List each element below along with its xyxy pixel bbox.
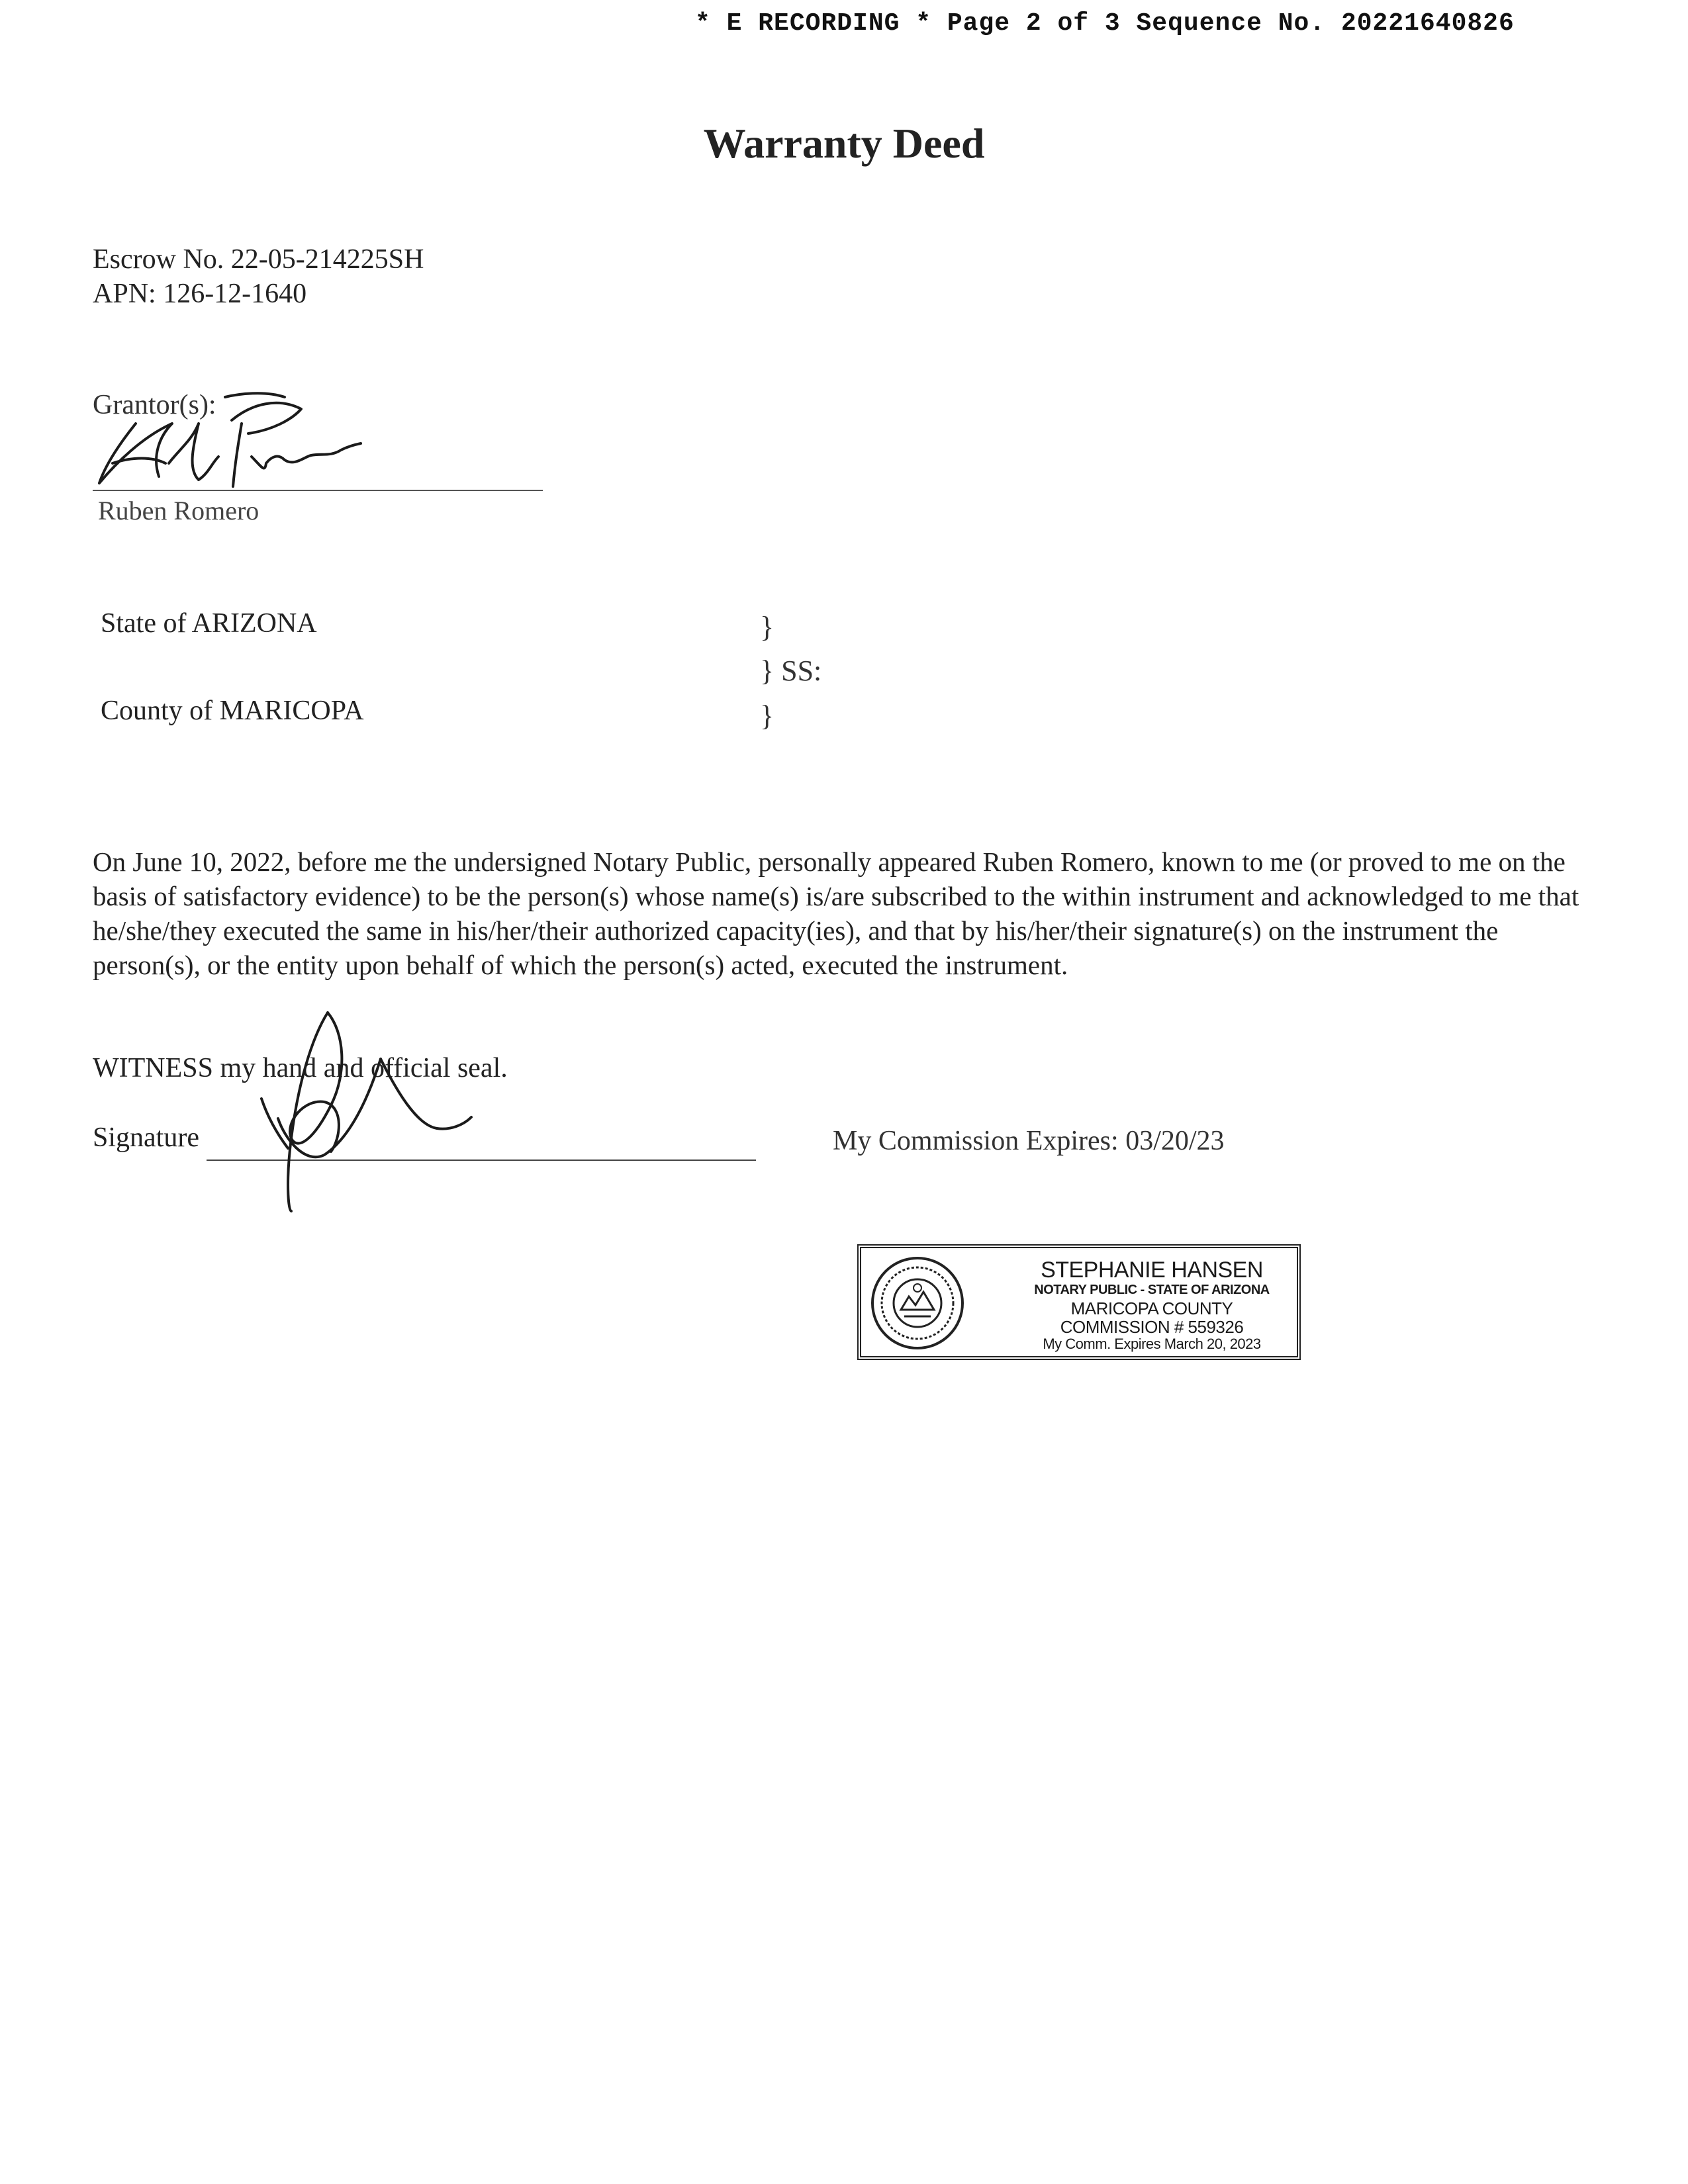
grantor-name: Ruben Romero [98, 496, 259, 525]
venue-brace-top: } [760, 611, 774, 643]
stamp-notary-name: STEPHANIE HANSEN [1041, 1257, 1263, 1283]
witness-statement: WITNESS my hand and official seal. [93, 1053, 508, 1083]
venue-brace-bottom: } [760, 700, 774, 732]
venue-state: State of ARIZONA [101, 608, 317, 639]
grantor-label: Grantor(s): [93, 390, 216, 420]
stamp-county: MARICOPA COUNTY [1070, 1298, 1233, 1318]
stamp-commission-number: COMMISSION # 559326 [1060, 1317, 1244, 1337]
arizona-state-seal-icon [868, 1253, 967, 1353]
recording-header: * E RECORDING * Page 2 of 3 Sequence No. 20221640826 [695, 9, 1515, 38]
stamp-commission-expiry: My Comm. Expires March 20, 2023 [1043, 1336, 1261, 1352]
venue-brace-ss: } SS: [760, 655, 822, 687]
commission-expires: My Commission Expires: 03/20/23 [833, 1126, 1225, 1156]
escrow-number: Escrow No. 22-05-214225SH [93, 244, 424, 275]
grantor-signature-drawing [99, 393, 361, 486]
notary-signature-label: Signature [93, 1122, 199, 1153]
acknowledgment-paragraph: On June 10, 2022, before me the undersigned Notary Public, personally appeared Ruben Romero, known to me (or proved to me on the basis of satisfactory evidence) to be the person(s) whose name(s) is/are subscribed to the within instrument and acknowledged to me that he/she/they executed the same in his/her/their authorized capacity(ies), and that by his/her/their signature(s) on the instrument the person(s), or the entity upon behalf of which the person(s) acted, executed the instrument. [93, 846, 1579, 980]
venue-county: County of MARICOPA [101, 696, 364, 726]
notary-stamp [857, 1244, 1301, 1360]
document-title: Warranty Deed [703, 120, 985, 167]
apn-number: APN: 126-12-1640 [93, 279, 307, 309]
notary-signature-drawing [261, 1013, 471, 1211]
stamp-notary-title: NOTARY PUBLIC - STATE OF ARIZONA [1034, 1283, 1270, 1297]
